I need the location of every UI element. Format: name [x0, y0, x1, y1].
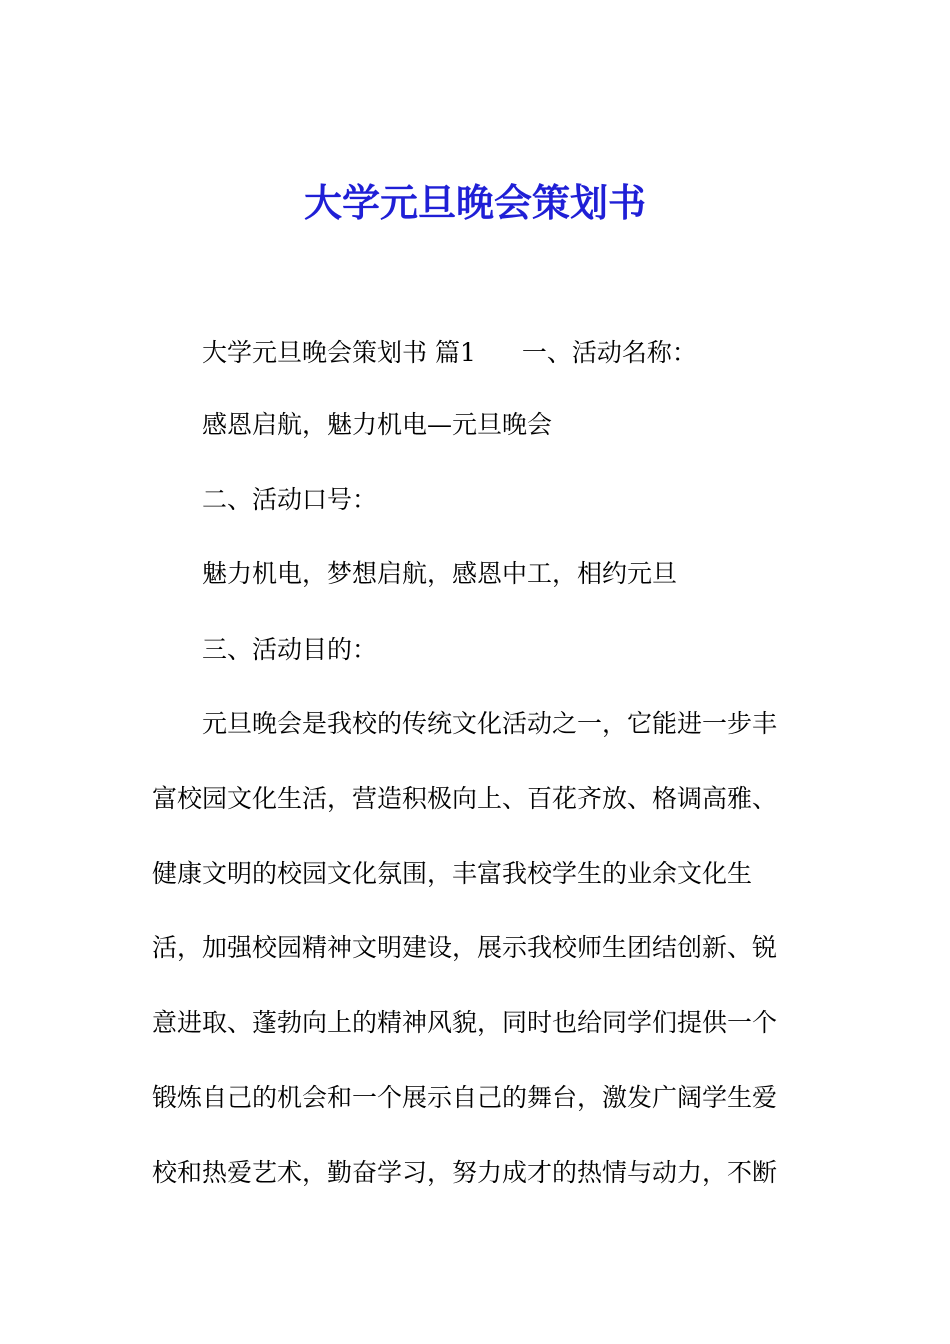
- slogan-text: 魅力机电，梦想启航，感恩中工，相约元旦: [202, 559, 678, 588]
- activity-name-text: 感恩启航，魅力机电—元旦晚会: [202, 410, 553, 439]
- purpose-paragraph-line: 活，加强校园精神文明建设，展示我校师生团结创新、锐: [152, 933, 778, 962]
- purpose-paragraph-line: 健康文明的校园文化氛围，丰富我校学生的业余文化生: [152, 859, 753, 888]
- heading-line: [202, 335, 852, 371]
- document-title: 大学元旦晚会策划书: [303, 180, 646, 225]
- purpose-paragraph-line: 意进取、蓬勃向上的精神风貌，同时也给同学们提供一个: [152, 1008, 778, 1037]
- purpose-paragraph-line: 锻炼自己的机会和一个展示自己的舞台，激发广阔学生爱: [152, 1083, 778, 1112]
- section-heading-plan: 大学元旦晚会策划书 篇1: [202, 338, 476, 367]
- section-heading-slogan: 二、活动口号：: [202, 485, 378, 514]
- purpose-paragraph-line: 元旦晚会是我校的传统文化活动之一，它能进一步丰: [202, 709, 778, 738]
- section-heading-purpose: 三、活动目的：: [202, 635, 378, 664]
- purpose-paragraph-line: 富校园文化生活，营造积极向上、百花齐放、格调高雅、: [152, 784, 778, 813]
- section-heading-activity-name: 一、活动名称：: [521, 338, 697, 367]
- purpose-paragraph-line: 校和热爱艺术，勤奋学习，努力成才的热情与动力，不断: [152, 1158, 778, 1187]
